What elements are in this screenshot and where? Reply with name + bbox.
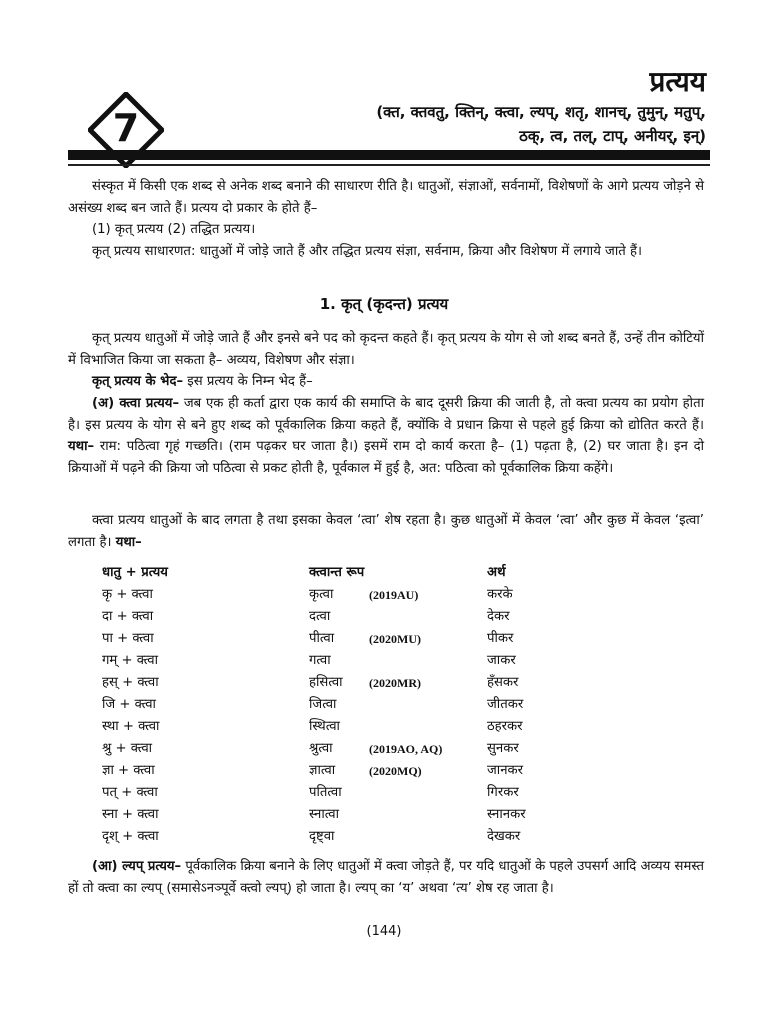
intro-paragraph-3: कृत् प्रत्यय साधारणत: धातुओं में जोड़े जाते हैं और तद्धित प्रत्यय संज्ञा, सर्वनाम, क्रिया और विशेषण में लगाये जाते हैं। [92,244,642,259]
dhatu-cell: स्था + क्त्वा [102,719,160,734]
arth-cell: देखकर [487,829,521,844]
arth-cell: करके [487,587,513,602]
dhatu-cell: गम् + क्त्वा [102,653,159,668]
table-row [102,628,662,650]
arth-cell: देकर [487,609,510,624]
arth-cell: जीतकर [487,697,524,712]
roop-cell: कृत्वा [309,587,334,602]
lyap-lead: (आ) ल्यप् प्रत्यय– [92,859,182,874]
tva-paragraph [68,510,704,553]
arth-cell: सुनकर [487,741,519,756]
roop-cell: श्रुत्वा [309,741,333,756]
dhatu-cell: पत् + क्त्वा [102,785,158,800]
dhatu-cell: कृ + क्त्वा [102,587,153,602]
tva-text: क्त्वा प्रत्यय धातुओं के बाद लगता है तथा इसका केवल ‘त्वा’ शेष रहता है। कुछ धातुओं में केवल ‘त्वा’ और कुछ में केवल ‘इत्वा’ लगता है। [68,513,704,550]
table-row [102,672,662,694]
table-header-row [102,562,662,584]
exam-tag: (2020MU) [369,632,421,646]
arth-cell: स्नानकर [487,807,526,822]
table-row [102,760,662,782]
exam-tag: (2020MR) [369,676,421,690]
intro-paragraph-1: संस्कृत में किसी एक शब्द से अनेक शब्द बनाने की साधारण रीति है। धातुओं, संज्ञाओं, सर्वनामों, विशेषणों के आगे प्रत्यय जोड़ने से असंख्य शब्द बन जाते हैं। प्रत्यय दो प्रकार के होते हैं– [68,179,704,216]
exam-tag: (2019AU) [369,588,419,602]
dhatu-cell: श्रु + क्त्वा [102,741,153,756]
krit-bhed-text: इस प्रत्यय के निम्न भेद हैं– [183,374,313,389]
roop-cell: स्थित्वा [309,719,340,734]
table-row [102,606,662,628]
krit-bhed-paragraph [68,371,704,393]
exam-tag: (2019AO, AQ) [369,742,443,756]
table-row [102,738,662,760]
roop-cell: पतित्वा [309,785,342,800]
section-heading: 1. कृत् (कृदन्त) प्रत्यय [319,295,449,313]
roop-cell: दृष्ट्वा [309,829,335,844]
subtitle-line-2: ठक्, त्व, तल्, टाप्, अनीयर्, इन्) [519,127,706,145]
dhatu-cell: पा + क्त्वा [102,631,154,646]
krit-paragraph: कृत् प्रत्यय धातुओं में जोड़े जाते हैं और इनसे बने पद को कृदन्त कहते हैं। कृत् प्रत्यय के योग से जो शब्द बनते हैं, उन्हें तीन कोटियों में विभाजित किया जा सकता है– अव्यय, विशेषण और संज्ञा। [68,331,704,368]
table-row [102,804,662,826]
header-rule-thin [68,164,710,166]
table-row [102,826,662,848]
dhatu-cell: हस् + क्त्वा [102,675,159,690]
ktva-text-2: राम: पठित्वा गृहं गच्छति। (राम पढ़कर घर जाता है।) इसमें राम दो कार्य करता है– (1) पढ़ता है, (2) घर जाता है। इन दो क्रियाओं में पढ़ने की क्रिया जो पठित्वा से प्रकट होती है, पूर्वकाल में हुई है, अत: पठित्वा को पूर्वकालिक क्रिया कहेंगे। [68,439,704,476]
table-row [102,716,662,738]
arth-cell: जानकर [487,763,524,778]
yatha-label-2: यथा– [115,534,142,550]
page-subtitle [286,100,706,148]
arth-cell: जाकर [487,653,516,668]
table-row [102,694,662,716]
krit-bhed-lead: कृत् प्रत्यय के भेद– [92,374,184,389]
yatha-label-1: यथा– [68,439,95,454]
roop-cell: पीत्वा [309,631,335,646]
dhatu-cell: दा + क्त्वा [102,609,154,624]
arth-cell: गिरकर [487,785,519,800]
header-dhatu: धातु + प्रत्यय [102,565,168,580]
roop-cell: ज्ञात्वा [309,763,336,778]
dhatu-cell: दृश् + क्त्वा [102,829,159,844]
lyap-paragraph [68,856,704,899]
roop-cell: हसित्वा [309,675,343,690]
subtitle-line-1: (क्त, क्तवतु, क्तिन्, क्त्वा, ल्यप्, शतृ, शानच्, तुमुन्, मतुप्, [376,103,706,121]
arth-cell: पीकर [487,631,514,646]
roop-cell: दत्वा [309,609,331,624]
roop-cell: गत्वा [309,653,331,668]
ktva-text: जब एक ही कर्ता द्वारा एक कार्य की समाप्ति के बाद दूसरी क्रिया की जाती है, तो क्त्वा प्रत्यय का प्रयोग होता है। इस प्रत्यय के योग से बने हुए शब्द को पूर्वकालिक क्रिया कहते हैं, क्योंकि वे प्रधान क्रिया से पहले हुई क्रिया को द्योतित करते हैं। [68,396,704,433]
page-title: प्रत्यय [649,65,706,98]
arth-cell: हँसकर [487,675,519,690]
intro-paragraph-2: (1) कृत् प्रत्यय (2) तद्धित प्रत्यय। [92,222,256,237]
ktva-lead: (अ) क्त्वा प्रत्यय– [92,396,180,411]
lyap-text: पूर्वकालिक क्रिया बनाने के लिए धातुओं में क्त्वा जोड़ते हैं, पर यदि धातुओं के पहले उपसर्ग आदि अव्यय समस्त हों तो क्त्वा का ल्यप् (समासेऽनञ्पूर्वे क्त्वो ल्यप्) हो जाता है। ल्यप् का ‘य’ अथवा ‘त्य’ शेष रह जाता है। [68,859,704,896]
table-row [102,782,662,804]
dhatu-cell: जि + क्त्वा [102,697,156,712]
exam-tag: (2020MQ) [369,764,422,778]
roop-cell: जित्वा [309,697,337,712]
chapter-number: 7 [112,106,140,150]
header-roop: क्त्वान्त रूप [309,565,365,580]
page-number: (144) [366,924,402,939]
header-arth: अर्थ [487,565,506,580]
arth-cell: ठहरकर [487,719,523,734]
dhatu-cell: स्ना + क्त्वा [102,807,159,822]
table-row [102,650,662,672]
dhatu-cell: ज्ञा + क्त्वा [102,763,155,778]
roop-cell: स्नात्वा [309,807,340,822]
header-rule-thick [68,150,710,160]
ktva-paragraph [68,393,704,479]
table-row [102,584,662,606]
